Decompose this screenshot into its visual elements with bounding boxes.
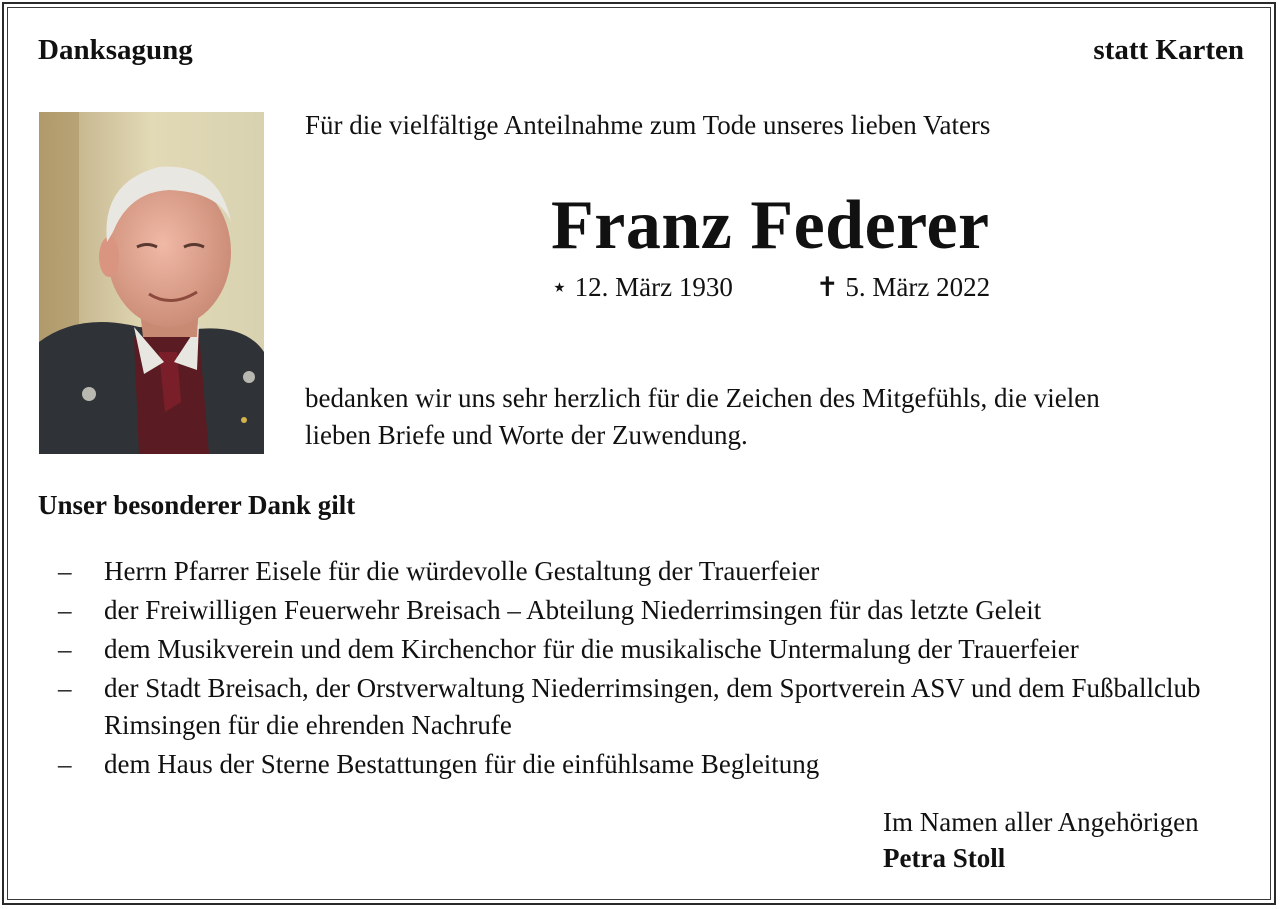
dash-bullet: – [58,556,72,586]
thanks-list [58,553,1258,785]
thanks-line: bedanken wir uns sehr herzlich für die Zeichen des Mitgefühls, die vielen [305,383,1100,413]
star-icon: ⋆ [551,272,568,302]
list-item [58,670,1258,744]
list-item-text: dem Musikverein und dem Kirchenchor für die musikalische Untermalung der Trauerfeier [104,634,1079,664]
signer-name: Petra Stoll [883,843,1006,873]
death-date [816,272,990,303]
list-item-text: Herrn Pfarrer Eisele für die würdevolle Gestaltung der Trauerfeier [104,556,820,586]
cross-icon: ✝ [816,272,839,302]
dash-bullet: – [58,749,72,779]
dash-bullet: – [58,595,72,625]
birth-date-text: 12. März 1930 [574,272,733,302]
thanks-paragraph [305,380,1245,454]
dash-bullet: – [58,634,72,664]
portrait-photo [39,112,264,454]
closing-line: Im Namen aller Angehörigen [883,807,1199,837]
deceased-name: Franz Federer [551,187,990,264]
thanks-line: lieben Briefe und Worte der Zuwendung. [305,420,748,450]
header-title: Danksagung [38,34,193,66]
list-item-text: der Stadt Breisach, der Orstverwaltung Niederrimsingen, dem Sportverein ASV und dem Fußballclub Rimsingen für die ehrenden Nachrufe [104,673,1201,740]
birth-date [551,272,733,303]
list-item [58,553,1258,590]
death-date-text: 5. März 2022 [845,272,991,302]
list-item-text: dem Haus der Sterne Bestattungen für die einfühlsame Begleitung [104,749,820,779]
intro-text: Für die vielfältige Anteilnahme zum Tode unseres lieben Vaters [305,110,991,140]
dash-bullet: – [58,673,72,703]
list-item [58,746,1258,783]
list-item-text: der Freiwilligen Feuerwehr Breisach – Abteilung Niederrimsingen für das letzte Geleit [104,595,1042,625]
header-note: statt Karten [1093,34,1244,66]
list-item [58,631,1258,668]
list-item [58,592,1258,629]
special-thanks-heading: Unser besonderer Dank gilt [38,490,356,520]
